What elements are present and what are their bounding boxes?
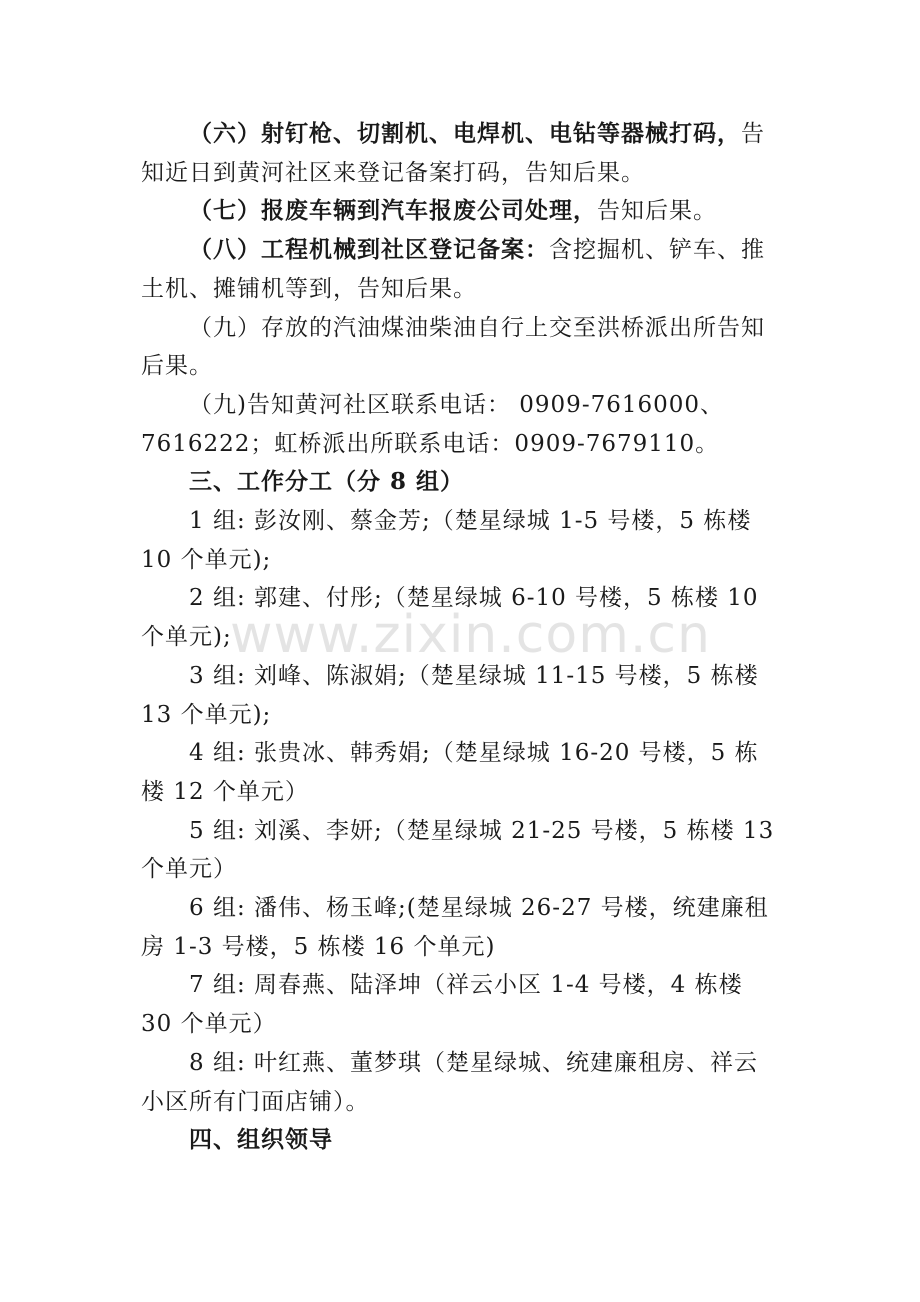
heading-3: 三、工作分工（分 8 组） (189, 468, 465, 496)
item-8 (141, 231, 781, 308)
group-4: 4 组: 张贵冰、韩秀娟;（楚星绿城 16-20 号楼，5 栋楼 12 个单元） (141, 740, 759, 805)
item-7-rest: 告知后果。 (597, 198, 717, 225)
group-2: 2 组: 郭建、付彤;（楚星绿城 6-10 号楼，5 栋楼 10 个单元); (141, 585, 759, 651)
group-6: 6 组: 潘伟、杨玉峰;(楚星绿城 26-27 号楼，统建廉租房 1-3 号楼，5 栋楼 16 个单元) (141, 895, 769, 960)
item-6 (141, 115, 781, 192)
group-8: 8 组: 叶红燕、董梦琪（楚星绿城、统建廉租房、祥云小区所有门面店铺）。 (141, 1049, 759, 1115)
item-9b: （九)告知黄河社区联系电话： 0909-7616000、7616222；虹桥派出所联系电话：0909-7679110。 (141, 391, 725, 457)
heading-4: 四、组织领导 (189, 1126, 333, 1154)
group-1: 1 组: 彭汝刚、蔡金芳;（楚星绿城 1-5 号楼，5 栋楼 10 个单元); (141, 508, 752, 573)
item-7-bold: （七）报废车辆到汽车报废公司处理， (189, 197, 597, 225)
document-body (141, 115, 781, 1160)
watermark: www.zixin.com.cn (230, 605, 711, 665)
group-7: 7 组: 周春燕、陆泽坤（祥云小区 1-4 号楼，4 栋楼 30 个单元） (141, 972, 743, 1038)
group-3: 3 组: 刘峰、陈淑娟;（楚星绿城 11-15 号楼，5 栋楼 13 个单元); (141, 662, 759, 728)
item-6-bold: （六）射钉枪、切割机、电焊机、电钻等器械打码， (189, 120, 741, 147)
group-5: 5 组: 刘溪、李妍;（楚星绿城 21-25 号楼，5 栋楼 13 个单元） (141, 817, 775, 883)
item-6-rest: 告知近日到黄河社区来登记备案打码，告知后果。 (141, 121, 765, 186)
item-7 (141, 192, 781, 231)
item-8-bold: （八）工程机械到社区登记备案： (189, 236, 549, 264)
item-8-rest: 含挖掘机、铲车、推土机、摊铺机等到，告知后果。 (141, 237, 765, 302)
item-9a: （九）存放的汽油煤油柴油自行上交至洪桥派出所告知后果。 (141, 314, 765, 380)
